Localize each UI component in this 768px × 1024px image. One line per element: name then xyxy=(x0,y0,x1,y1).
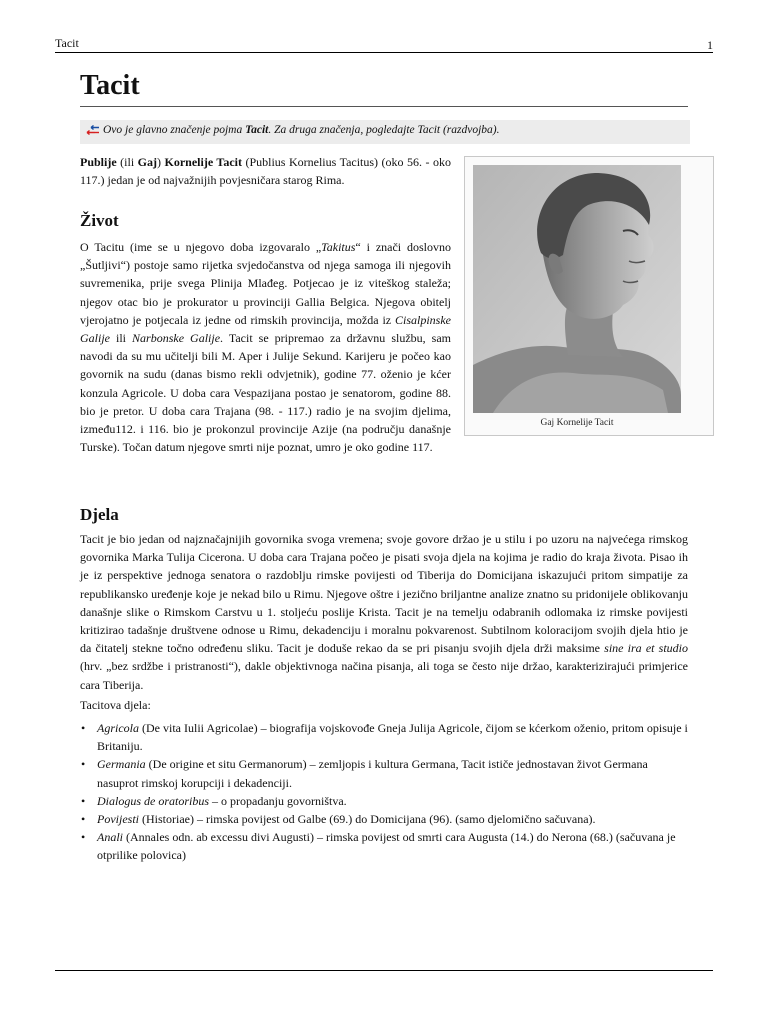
hatnote-text-2: . Za druga značenja, pogledajte Tacit (razdvojba). xyxy=(268,124,500,136)
zivot-text: ili xyxy=(110,331,133,346)
list-item xyxy=(80,810,688,828)
works-list xyxy=(80,719,688,865)
bullet: • xyxy=(81,812,86,827)
lead-text: (Publius Kornelius Tacitus) (oko 56. - oko 117.) jedan je od najvažnijih povjesničara starog Rima. xyxy=(80,155,452,188)
djela-paragraph xyxy=(80,530,688,694)
lead-paragraph xyxy=(80,153,451,189)
lead-name-gaj: Gaj xyxy=(137,155,157,169)
disambiguation-arrows-icon xyxy=(86,125,100,138)
work-title: Anali xyxy=(97,830,123,845)
tacitus-portrait-image xyxy=(473,165,681,413)
work-title: Germania xyxy=(97,757,146,772)
footer-rule xyxy=(55,970,713,971)
list-item xyxy=(80,792,688,810)
djela-text: Tacit je bio jedan od najznačajnijih govornika svoga vremena; svoje govore držao je u stilu i po uzoru na najvećega rimskog govornika Marka Tulija Cicerona. U doba cara Trajana počeo je pisati svoja djela na kojima je radio do kraja života. Pisao ih je iz perspektive jednoga senatora o razdoblju rimske povijesti od Tiberija do Domicijana iskazujući pritom simpatije za republikansko uređenje koje je nekad bilo u Rimu. Njegove oštre i jezično briljantne analize znatno su pridonijele oblikovanju današnje slike o Rimskom Carstvu u 1. stoljeću poslije Krista. Tacit je na temelju odabranih odlomaka iz rimske povijesti kritizirao tadašnje društvene odnose u Rimu, dekadenciju i moralnu pokvarenost. Subtilnom koloracijom svojih djela htio je da čitatelj stekne točno određenu sliku. Tacit je doduše rekao da se pri pisanju svojih djela drži maksime xyxy=(80,532,688,656)
portrait-figure xyxy=(464,156,714,436)
lead-text: ) xyxy=(157,155,165,169)
zivot-text: O Tacitu (ime se u njegovo doba izgovaralo „ xyxy=(80,240,322,254)
work-title: Dialogus de oratoribus xyxy=(97,793,210,808)
work-title: Agricola xyxy=(97,721,139,735)
figure-caption: Gaj Kornelije Tacit xyxy=(540,418,614,428)
list-item xyxy=(80,755,688,791)
zivot-text: . Tacit se pripremao za državnu službu, sam navodi da su mu učitelji bili M. Aper i Julije Sekund. Karijeru je počeo kao govornik na sudu (danas bismo rekli odvjetnik), godine 77. oženio je kćer konzula Agricole. U doba cara Vespazijana postao je senatorom, godine 88. bio je pretor. U doba cara Trajana (98. - 117.) radio je na svojim djelima, između112. i 116. bio je prokonzul provincije Azije (na području današnje Turske). Točan datum njegove smrti nije poznat, umro je oko godine 117. xyxy=(80,331,451,455)
list-item xyxy=(80,828,688,864)
work-desc: (Historiae) – rimska povijest od Galbe (69.) do Domicijana (96). (samo djelomično sačuvana). xyxy=(139,812,596,827)
lead-text: (ili xyxy=(116,155,138,169)
zivot-italic-narbonska: Narbonske Galije xyxy=(132,331,221,346)
zivot-text: “ i znači doslovno „Šutljivi“) postoje samo rijetka svjedočanstva od njega samoga ili njegovih suvremenika, prije svega Plinija Mlađeg. Potjecao je iz viteškog staleža; njegov otac bio je prokurator u provinciji Gallia Belgica. Njegova obitelj vjerojatno je potjecala iz jedne od rimskih provincija, možda iz xyxy=(80,240,452,327)
hatnote-text-1: Ovo je glavno značenje pojma xyxy=(103,124,246,136)
work-desc: (Annales odn. ab excessu divi Augusti) – rimska povijest od smrti cara Augusta (14.) do Nerona (68.) (sačuvana je otprilike polovica) xyxy=(97,830,676,863)
work-desc: (De vita Iulii Agricolae) – biografija vojskovođe Gneja Julija Agricole, čijom se kćerkom oženio, pritom opisuje i Britaniju. xyxy=(97,721,688,754)
lead-name-publije: Publije xyxy=(80,155,117,169)
work-title: Povijesti xyxy=(97,812,139,827)
hatnote-term: Tacit xyxy=(245,124,269,136)
zivot-paragraph xyxy=(80,238,451,456)
running-header xyxy=(55,36,713,53)
zivot-italic-cisalpinska: Cisalpinske Galije xyxy=(80,312,451,346)
bullet: • xyxy=(81,830,86,845)
djela-text: (hrv. „bez srdžbe i pristranosti“), dakle objektivnoga načina pisanja, ali toga se često nije držao, karakterizirajući primjerice cara Tiberija. xyxy=(80,659,688,692)
zivot-italic-takitus: Takitus xyxy=(321,240,356,254)
lead-name-kornelije: Kornelije Tacit xyxy=(164,155,242,169)
page-title: Tacit xyxy=(80,70,688,107)
disambiguation-hatnote xyxy=(80,120,690,144)
running-header-title: Tacit xyxy=(55,36,79,50)
djela-italic-maxim: sine ira et studio xyxy=(604,641,688,656)
section-heading-djela: Djela xyxy=(80,505,119,524)
list-item xyxy=(80,719,688,755)
bullet: • xyxy=(81,793,86,808)
section-heading-zivot: Život xyxy=(80,211,119,230)
bullet: • xyxy=(81,721,86,735)
works-intro: Tacitova djela: xyxy=(80,698,151,712)
page-number: 1 xyxy=(707,38,713,52)
work-desc: – o propadanju govorništva. xyxy=(209,793,347,808)
bullet: • xyxy=(81,757,86,772)
work-desc: (De origine et situ Germanorum) – zemljopis i kultura Germana, Tacit ističe jednostavan život Germana nasuprot rimskoj korupciji i dekadenciji. xyxy=(97,757,648,790)
